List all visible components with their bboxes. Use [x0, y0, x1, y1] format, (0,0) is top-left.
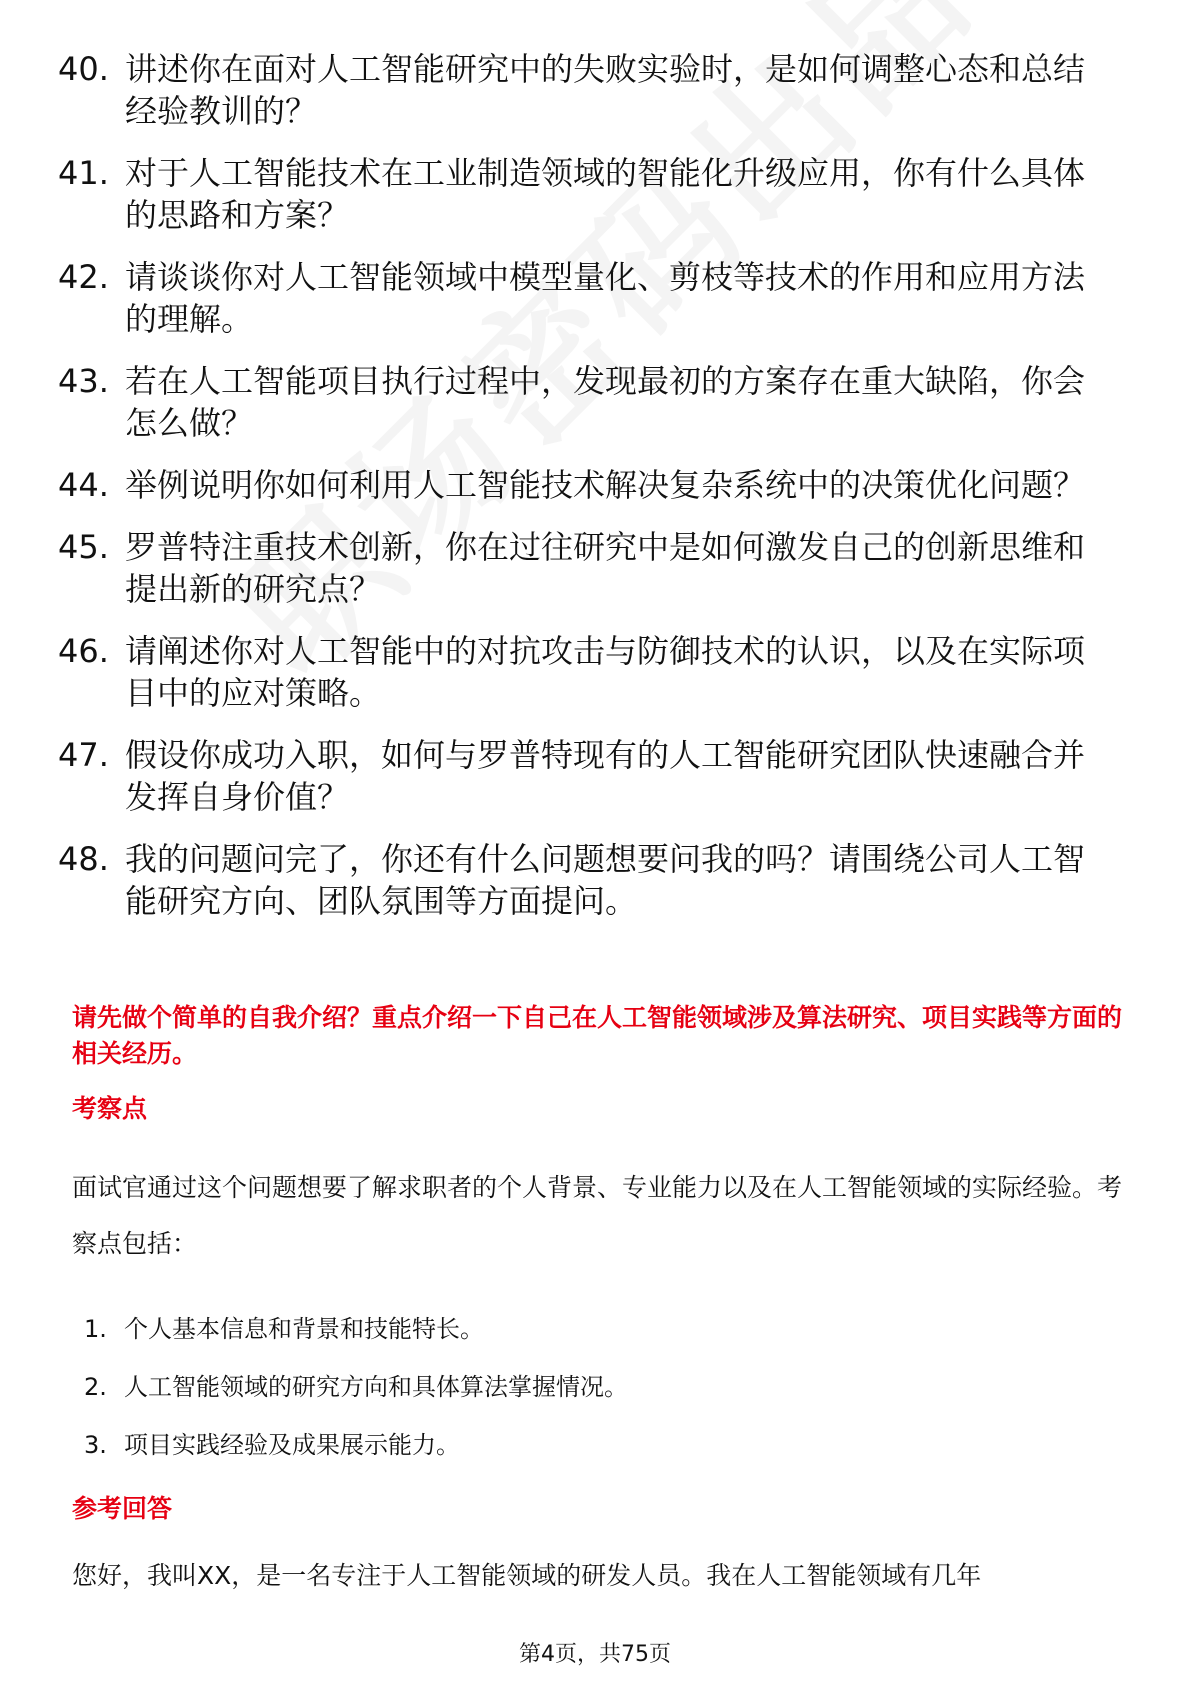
point-text: 个人基本信息和背景和技能特长。	[124, 1315, 484, 1343]
point-number: 1.	[84, 1315, 107, 1343]
question-text: 假设你成功入职，如何与罗普特现有的人工智能研究团队快速融合并发挥自身价值？	[125, 736, 1086, 816]
question-item	[58, 152, 1118, 236]
assessment-points	[84, 1312, 628, 1486]
question-text: 罗普特注重技术创新，你在过往研究中是如何激发自己的创新思维和提出新的研究点？	[125, 528, 1086, 608]
question-list	[58, 48, 1118, 942]
reference-answer: 您好，我叫XX，是一名专注于人工智能领域的研发人员。我在人工智能领域有几年	[72, 1561, 982, 1590]
question-text: 举例说明你如何利用人工智能技术解决复杂系统中的决策优化问题？	[125, 466, 1086, 504]
question-text: 对于人工智能技术在工业制造领域的智能化升级应用，你有什么具体的思路和方案？	[125, 154, 1086, 234]
assessment-point	[84, 1428, 628, 1462]
point-number: 3.	[84, 1431, 107, 1459]
assessment-point	[84, 1312, 628, 1346]
question-number: 40.	[58, 50, 109, 88]
question-number: 48.	[58, 840, 109, 878]
question-text: 若在人工智能项目执行过程中，发现最初的方案存在重大缺陷，你会怎么做？	[125, 362, 1086, 442]
question-number: 45.	[58, 528, 109, 566]
point-text: 项目实践经验及成果展示能力。	[124, 1431, 460, 1459]
question-number: 44.	[58, 466, 109, 504]
question-item	[58, 734, 1118, 818]
question-item	[58, 526, 1118, 610]
question-number: 46.	[58, 632, 109, 670]
question-item	[58, 838, 1118, 922]
question-item	[58, 256, 1118, 340]
page-footer: 第4页，共75页	[519, 1642, 671, 1667]
question-number: 43.	[58, 362, 109, 400]
question-item	[58, 464, 1118, 506]
point-number: 2.	[84, 1373, 107, 1401]
question-item	[58, 48, 1118, 132]
point-text: 人工智能领域的研究方向和具体算法掌握情况。	[124, 1373, 628, 1401]
question-text: 我的问题问完了，你还有什么问题想要问我的吗？请围绕公司人工智能研究方向、团队氛围等方面提问。	[125, 840, 1086, 920]
question-item	[58, 360, 1118, 444]
assessment-heading: 考察点	[72, 1094, 148, 1123]
question-text: 请谈谈你对人工智能领域中模型量化、剪枝等技术的作用和应用方法的理解。	[125, 258, 1086, 338]
assessment-intro: 面试官通过这个问题想要了解求职者的个人背景、专业能力以及在人工智能领域的实际经验。考察点包括：	[72, 1173, 1123, 1258]
question-number: 47.	[58, 736, 109, 774]
assessment-point	[84, 1370, 628, 1404]
question-number: 42.	[58, 258, 109, 296]
question-text: 讲述你在面对人工智能研究中的失败实验时，是如何调整心态和总结经验教训的？	[125, 50, 1086, 130]
question-text: 请阐述你对人工智能中的对抗攻击与防御技术的认识，以及在实际项目中的应对策略。	[125, 632, 1086, 712]
reference-heading: 参考回答	[72, 1494, 173, 1523]
question-number: 41.	[58, 154, 109, 192]
featured-question: 请先做个简单的自我介绍？重点介绍一下自己在人工智能领域涉及算法研究、项目实践等方面的相关经历。	[72, 1003, 1123, 1068]
question-item	[58, 630, 1118, 714]
